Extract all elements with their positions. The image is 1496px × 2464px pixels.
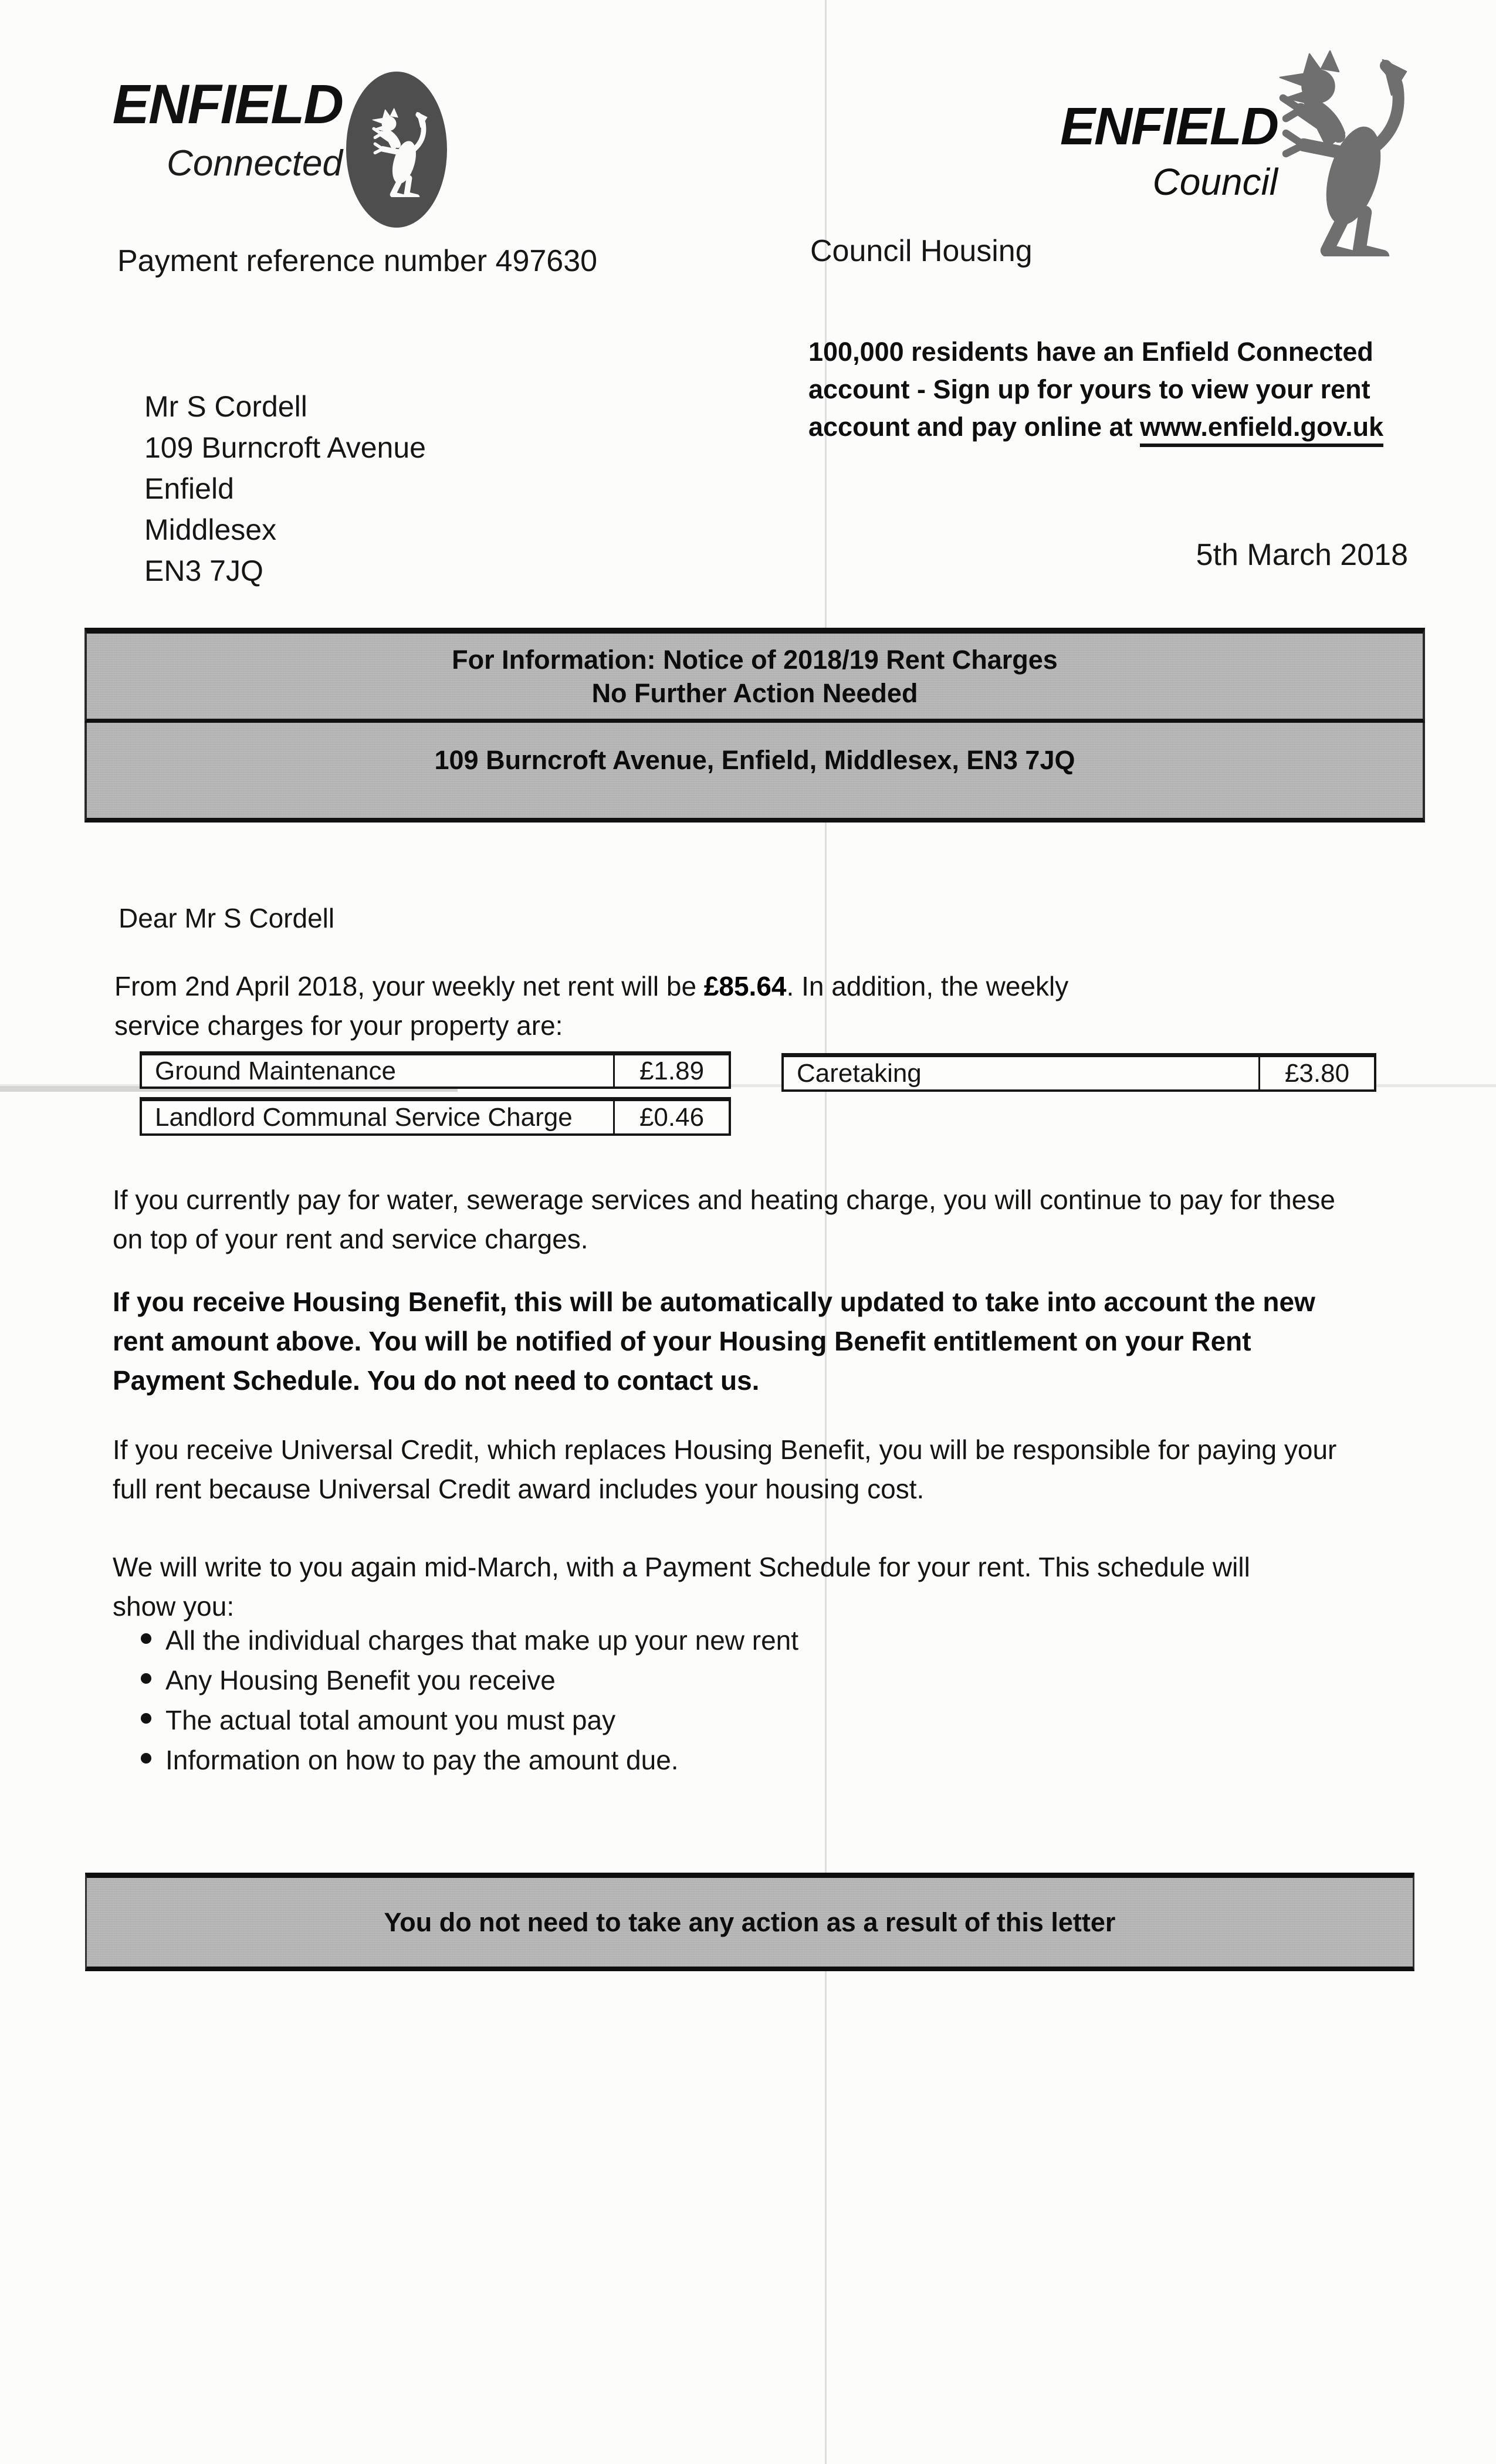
bullet-icon	[141, 1713, 151, 1724]
paragraph-water-charges: If you currently pay for water, sewerage services and heating charge, you will continue to pay for these on top of your rent and service charges.	[113, 1184, 1335, 1254]
list-item	[141, 1660, 798, 1700]
recipient-address	[144, 386, 426, 591]
recipient-town: Enfield	[144, 472, 234, 505]
paragraph-rent	[114, 967, 1135, 1045]
salutation: Dear Mr S Cordell	[119, 903, 335, 933]
letter-date: 5th March 2018	[1196, 538, 1408, 572]
bullet-icon	[141, 1753, 151, 1764]
charge-label: Ground Maintenance	[142, 1055, 615, 1087]
bullet-text: Any Housing Benefit you receive	[165, 1665, 556, 1695]
enfield-council-logo-subtitle: Council	[1152, 161, 1278, 203]
charge-amount: £0.46	[639, 1102, 705, 1132]
no-action-needed-box	[85, 1873, 1414, 1971]
enfield-beast-icon-large	[1263, 36, 1409, 259]
enfield-connected-logo-subtitle: Connected	[167, 143, 343, 184]
recipient-county: Middlesex	[144, 513, 277, 546]
promo-line-3	[808, 408, 1448, 446]
charge-label: Caretaking	[784, 1057, 1260, 1089]
charge-table-caretaking	[781, 1053, 1376, 1092]
promo-line-1: 100,000 residents have an Enfield Connected	[808, 337, 1373, 367]
bullet-icon	[141, 1673, 151, 1684]
charge-amount: £1.89	[639, 1056, 705, 1085]
recipient-postcode: EN3 7JQ	[144, 554, 263, 587]
enfield-council-logo	[1043, 94, 1278, 203]
charge-table-ground-maintenance	[140, 1051, 731, 1089]
paragraph-housing-benefit: If you receive Housing Benefit, this will be automatically updated to take into account the new rent amount above. You will be notified of your Housing Benefit entitlement on your Rent Payment Schedule. You do not need to contact us.	[113, 1287, 1315, 1396]
enfield-website-link[interactable]: www.enfield.gov.uk	[1140, 412, 1383, 447]
promo-line-3-text: account and pay online at	[808, 412, 1140, 442]
charge-table-landlord-communal	[140, 1097, 731, 1136]
enfield-connected-logo	[108, 69, 343, 184]
rent-text-prefix: From 2nd April 2018, your weekly net rent will be	[114, 971, 704, 1001]
charge-amount: £3.80	[1284, 1058, 1350, 1088]
property-address: 109 Burncroft Avenue, Enfield, Middlesex, EN3 7JQ	[434, 745, 1075, 775]
paragraph-schedule-intro: We will write to you again mid-March, with a Payment Schedule for your rent. This schedule will show you:	[113, 1552, 1250, 1622]
payment-reference: Payment reference number 497630	[117, 244, 598, 278]
no-action-text: You do not need to take any action as a result of this letter	[384, 1907, 1116, 1937]
notice-box-property	[84, 723, 1425, 823]
enfield-council-logo-title: ENFIELD	[1060, 97, 1278, 156]
recipient-street: 109 Burncroft Avenue	[144, 431, 426, 464]
bullet-text: Information on how to pay the amount due.	[165, 1745, 679, 1775]
notice-boxes	[84, 628, 1425, 823]
bullet-icon	[141, 1633, 151, 1644]
notice-title: For Information: Notice of 2018/19 Rent Charges	[452, 644, 1058, 675]
recipient-name: Mr S Cordell	[144, 390, 307, 423]
paragraph-universal-credit: If you receive Universal Credit, which replaces Housing Benefit, you will be responsible for paying your full rent because Universal Credit award includes your housing cost.	[113, 1434, 1337, 1504]
enfield-connected-logo-title: ENFIELD	[112, 73, 343, 136]
rent-text-suffix: . In addition, the weekly service charges for your property are:	[114, 971, 1069, 1041]
notice-subtitle: No Further Action Needed	[591, 678, 918, 708]
charge-label: Landlord Communal Service Charge	[142, 1101, 615, 1133]
list-item	[141, 1700, 798, 1740]
bullet-text: The actual total amount you must pay	[165, 1705, 616, 1735]
promo-line-2: account - Sign up for yours to view your rent	[808, 374, 1370, 404]
list-item	[141, 1740, 798, 1780]
department-label: Council Housing	[810, 234, 1033, 268]
enfield-beast-oval-icon	[346, 72, 447, 228]
enfield-beast-icon	[365, 102, 428, 197]
notice-box-header	[84, 628, 1425, 723]
schedule-bullet-list	[141, 1620, 798, 1780]
rent-amount: £85.64	[703, 971, 787, 1001]
enfield-connected-promo	[808, 333, 1448, 446]
list-item	[141, 1620, 798, 1660]
bullet-text: All the individual charges that make up your new rent	[165, 1625, 799, 1656]
